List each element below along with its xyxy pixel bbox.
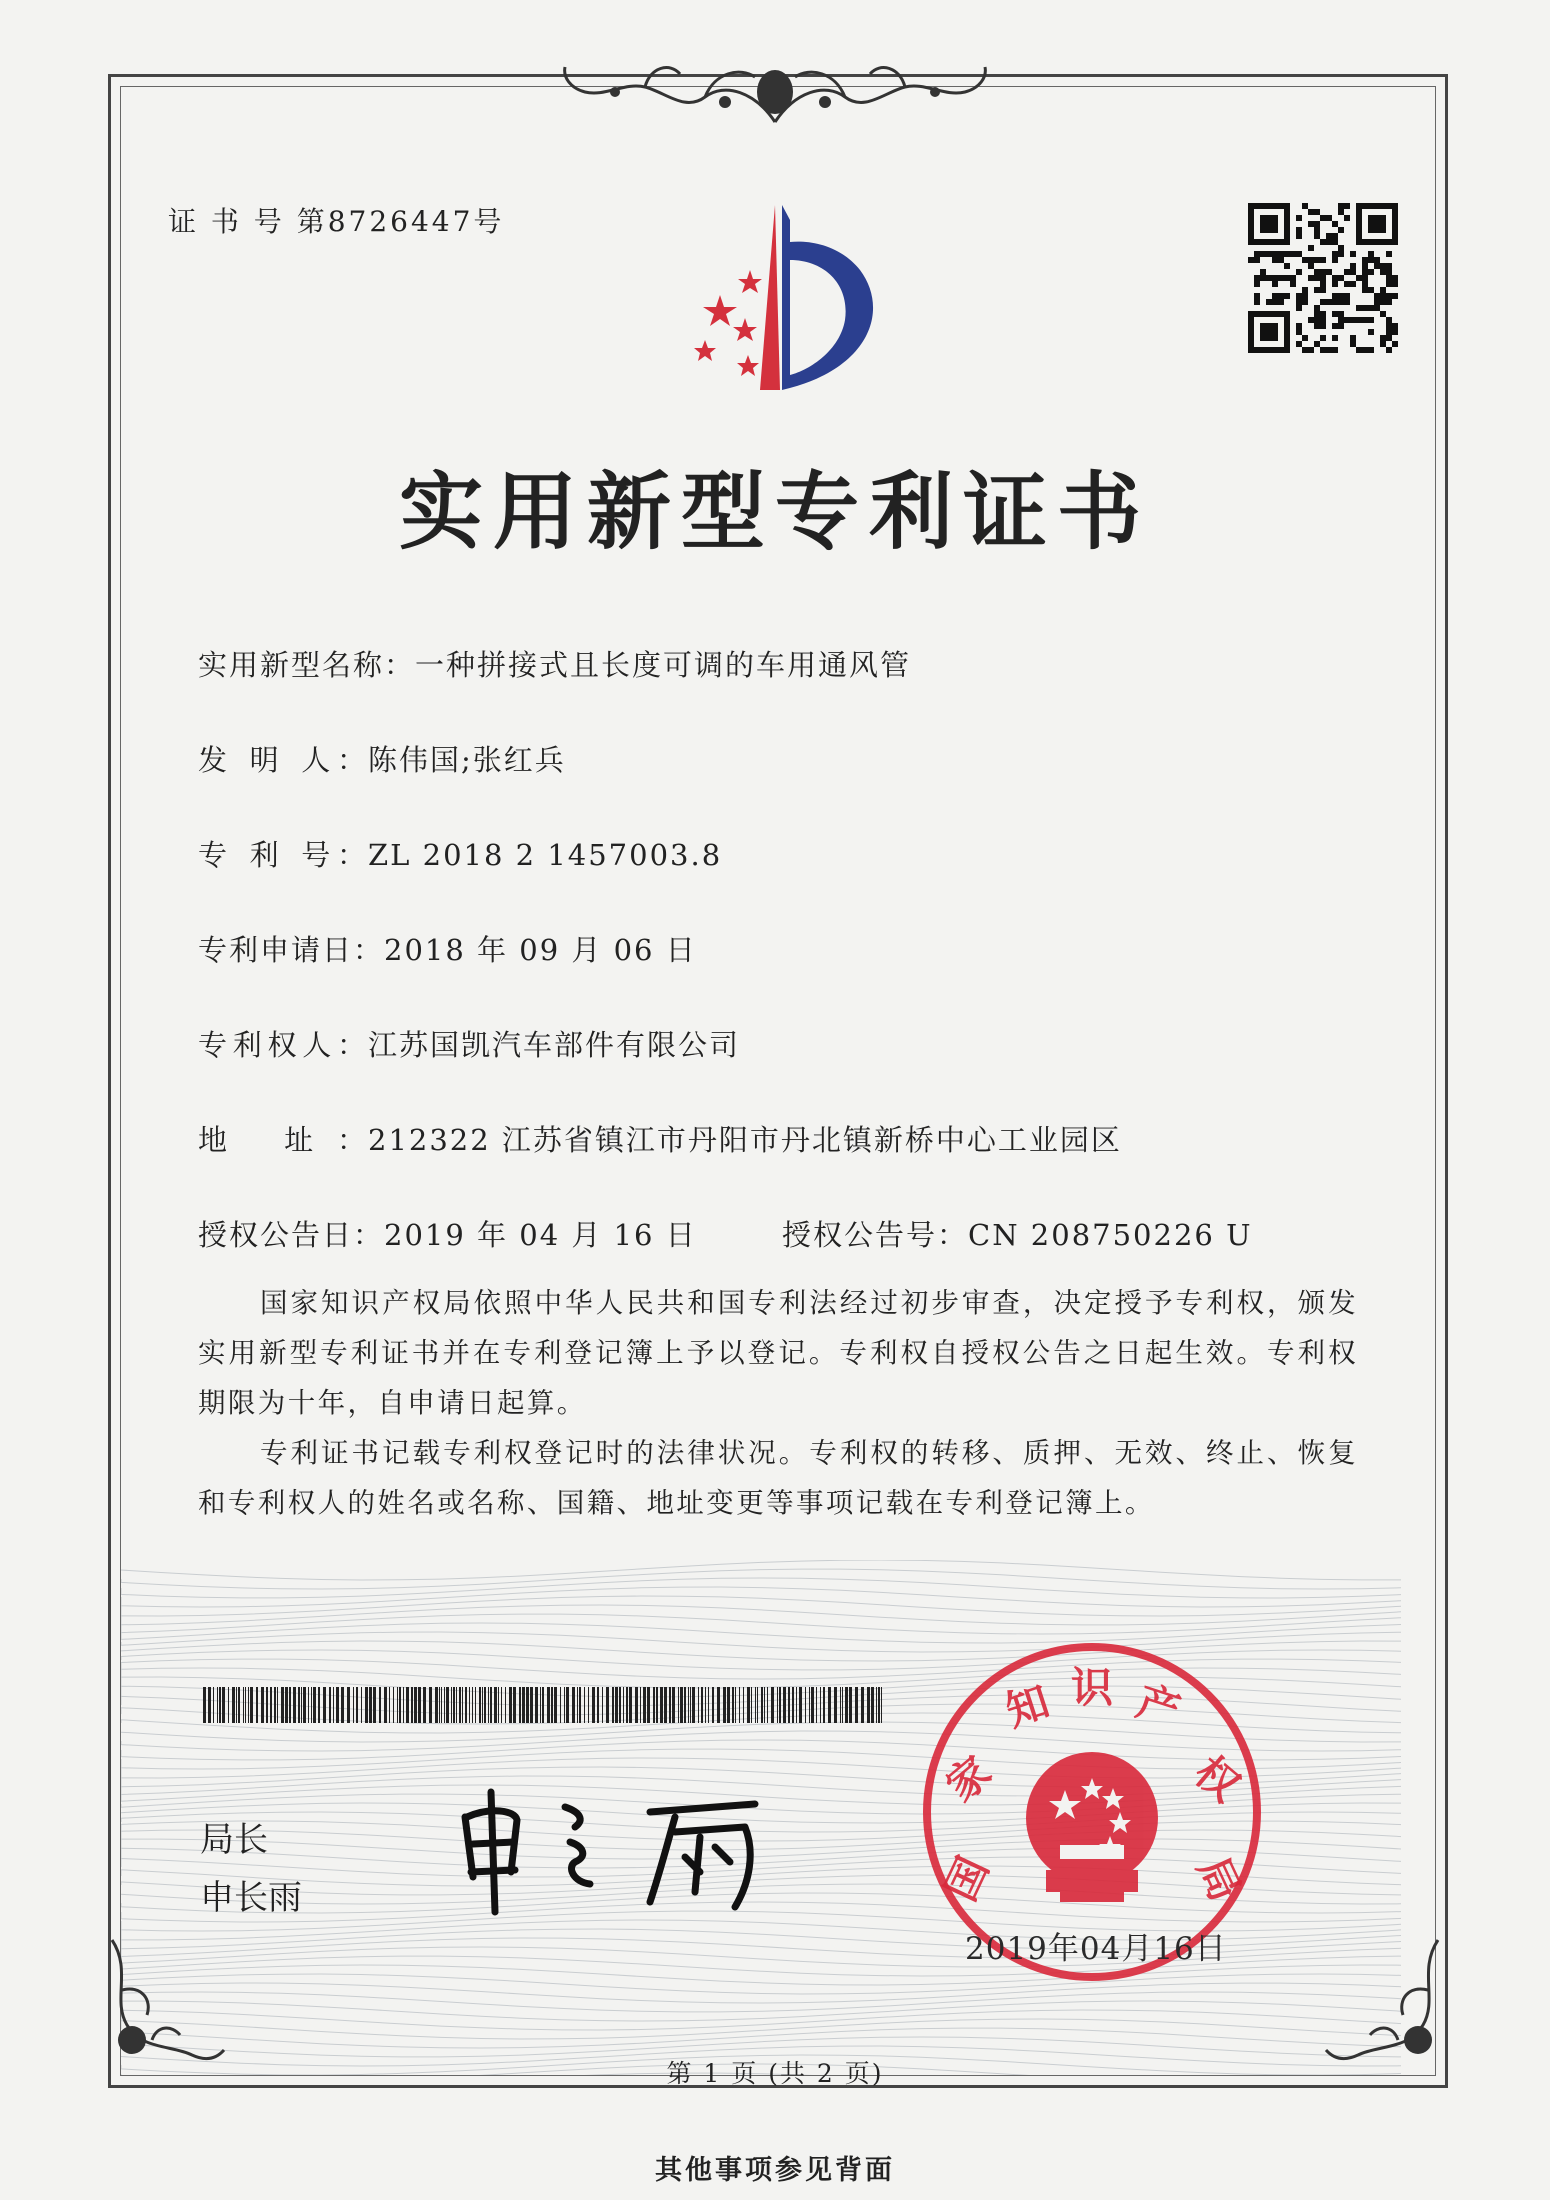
field-label: 地 址：	[198, 1123, 368, 1157]
seal-char: 局	[1188, 1849, 1251, 1909]
field-value: 212322 江苏省镇江市丹阳市丹北镇新桥中心工业园区	[368, 1123, 1122, 1157]
signatory-title: 局长	[200, 1820, 268, 1860]
body-paragraph-2: 专利证书记载专利权登记时的法律状况。专利权的转移、质押、无效、终止、恢复和专利权人的姓名或名称、国籍、地址变更等事项记载在专利登记簿上。	[198, 1437, 1358, 1519]
field-grant-number	[782, 1213, 1253, 1254]
seal-char: 国	[935, 1849, 998, 1909]
field-value: 一种拼接式且长度可调的车用通风管	[415, 648, 912, 682]
field-value: CN 208750226 U	[968, 1218, 1253, 1252]
field-value: 江苏国凯汽车部件有限公司	[368, 1028, 741, 1062]
seal-char: 权	[1185, 1746, 1250, 1812]
field-value: 陈伟国;张红兵	[368, 743, 566, 777]
patent-office-emblem-icon	[660, 200, 900, 400]
page-number: 第 1 页 (共 2 页)	[666, 2059, 884, 2088]
field-patentee	[198, 1023, 740, 1064]
field-label: 实用新型名称：	[198, 648, 416, 682]
field-label: 授权公告日：	[198, 1218, 385, 1252]
field-filing-date	[198, 928, 697, 969]
field-utility-model-name	[198, 643, 911, 684]
barcode-icon	[203, 1687, 883, 1723]
top-ornament-icon	[555, 52, 995, 132]
seal-date: 2019年04月16日	[965, 1931, 1227, 1967]
field-value: 2018 年 09 月 06 日	[384, 933, 697, 967]
field-label: 专利申请日：	[198, 933, 385, 967]
seal-char: 家	[936, 1746, 1001, 1812]
field-address	[198, 1118, 1122, 1159]
seal-char: 识	[1070, 1663, 1114, 1712]
body-paragraph-1: 国家知识产权局依照中华人民共和国专利法经过初步审查，决定授予专利权，颁发实用新型专利证书并在专利登记簿上予以登记。专利权自授权公告之日起生效。专利权期限为十年，自申请日起算。	[198, 1287, 1358, 1419]
field-label: 授权公告号：	[782, 1218, 969, 1252]
field-value: 2019 年 04 月 16 日	[384, 1218, 697, 1252]
field-grant-date	[198, 1213, 697, 1254]
footer-note: 其他事项参见背面	[655, 2155, 895, 2186]
field-label: 专利权人：	[198, 1028, 368, 1062]
field-label: 专 利 号：	[198, 838, 368, 872]
field-label: 发 明 人：	[198, 743, 368, 777]
seal-char: 产	[1130, 1676, 1187, 1737]
seal-char: 知	[999, 1676, 1056, 1737]
field-patent-number	[198, 833, 722, 874]
certificate-number: 证 书 号 第8726447号	[168, 205, 505, 238]
handwritten-signature	[445, 1772, 795, 1922]
field-value: ZL 2018 2 1457003.8	[368, 838, 723, 872]
bottom-right-ornament-icon	[1318, 1930, 1458, 2070]
qr-code-icon	[1248, 203, 1398, 353]
signatory-name: 申长雨	[200, 1878, 302, 1918]
field-inventor	[198, 738, 566, 779]
bottom-left-ornament-icon	[92, 1930, 232, 2070]
certificate-title: 实用新型专利证书	[398, 463, 1151, 561]
